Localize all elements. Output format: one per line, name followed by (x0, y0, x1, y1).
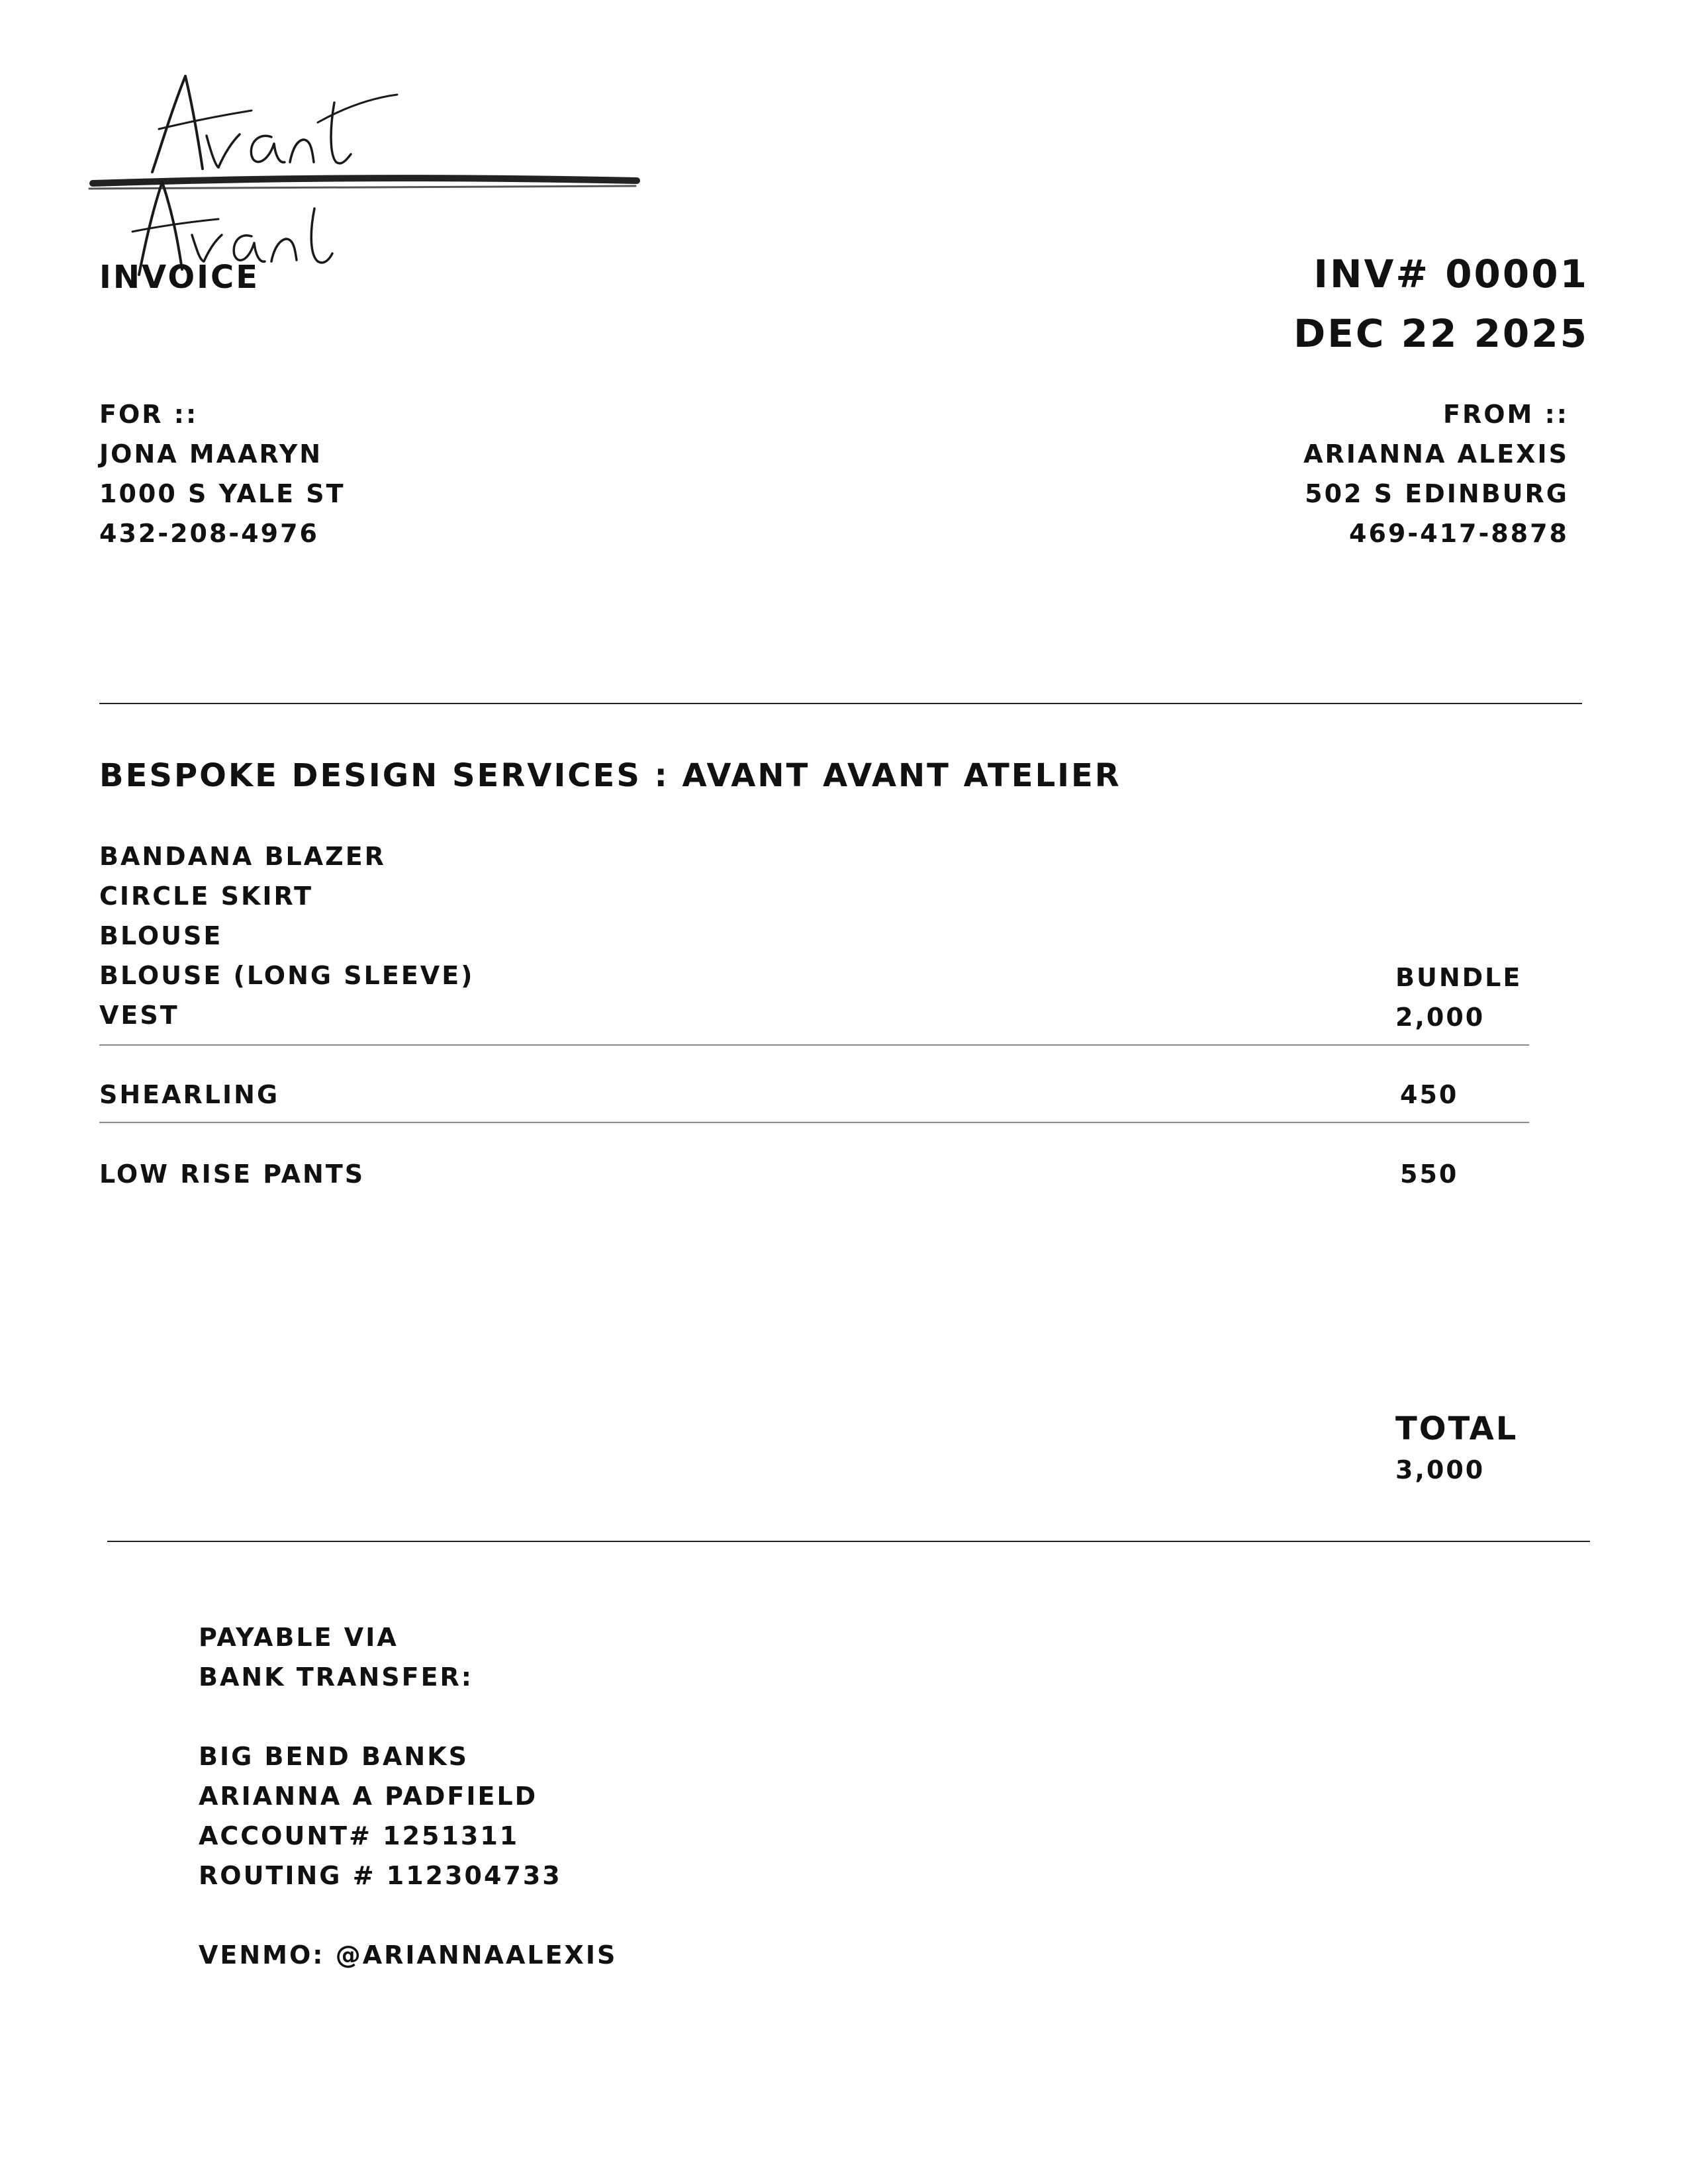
line-item-name: SHEARLING (99, 1080, 280, 1109)
list-item: BANDANA BLAZER (99, 842, 386, 871)
bill-to-name: JONA MAARYN (99, 439, 323, 469)
bill-from-block (1303, 402, 1569, 561)
list-item: VEST (99, 1001, 179, 1030)
avant-avant-logo (86, 63, 642, 281)
line-item-price: 550 (1400, 1160, 1459, 1189)
account-name: ARIANNA A PADFIELD (199, 1782, 538, 1811)
list-item: BLOUSE (LONG SLEEVE) (99, 961, 475, 990)
bill-from-address: 502 S EDINBURG (1305, 479, 1569, 508)
bundle-item-list (99, 844, 475, 1042)
divider-shearling (99, 1122, 1529, 1123)
routing-number: ROUTING # 112304733 (199, 1861, 562, 1890)
bill-to-block (99, 402, 346, 561)
invoice-date: DEC 22 2025 (1293, 311, 1589, 356)
divider-bundle (99, 1044, 1529, 1046)
total-value: 3,000 (1395, 1455, 1485, 1484)
line-item-name: LOW RISE PANTS (99, 1160, 365, 1189)
bank-name: BIG BEND BANKS (199, 1742, 469, 1771)
payment-line: PAYABLE VIA (199, 1623, 399, 1652)
bill-to-label: FOR :: (99, 400, 199, 429)
divider-top (99, 703, 1582, 704)
bundle-label: BUNDLE (1395, 963, 1523, 992)
bill-from-name: ARIANNA ALEXIS (1303, 439, 1569, 469)
account-number: ACCOUNT# 1251311 (199, 1821, 520, 1850)
bill-to-phone: 432-208-4976 (99, 519, 319, 548)
bill-from-label: FROM :: (1443, 400, 1569, 429)
total-label: TOTAL (1395, 1410, 1519, 1447)
payment-block (199, 1625, 617, 1982)
invoice-number: INV# 00001 (1313, 251, 1589, 296)
invoice-title: INVOICE (99, 259, 260, 296)
services-heading: BESPOKE DESIGN SERVICES : AVANT AVANT ATELIER (99, 757, 1121, 794)
venmo-handle: VENMO: @ARIANNAALEXIS (199, 1940, 618, 1970)
bundle-price: 2,000 (1395, 1003, 1485, 1032)
line-item-price: 450 (1400, 1080, 1459, 1109)
divider-bottom (107, 1541, 1590, 1542)
list-item: CIRCLE SKIRT (99, 882, 314, 911)
list-item: BLOUSE (99, 921, 223, 950)
bill-from-phone: 469-417-8878 (1349, 519, 1569, 548)
payment-line: BANK TRANSFER: (199, 1662, 473, 1692)
bill-to-address: 1000 S YALE ST (99, 479, 346, 508)
